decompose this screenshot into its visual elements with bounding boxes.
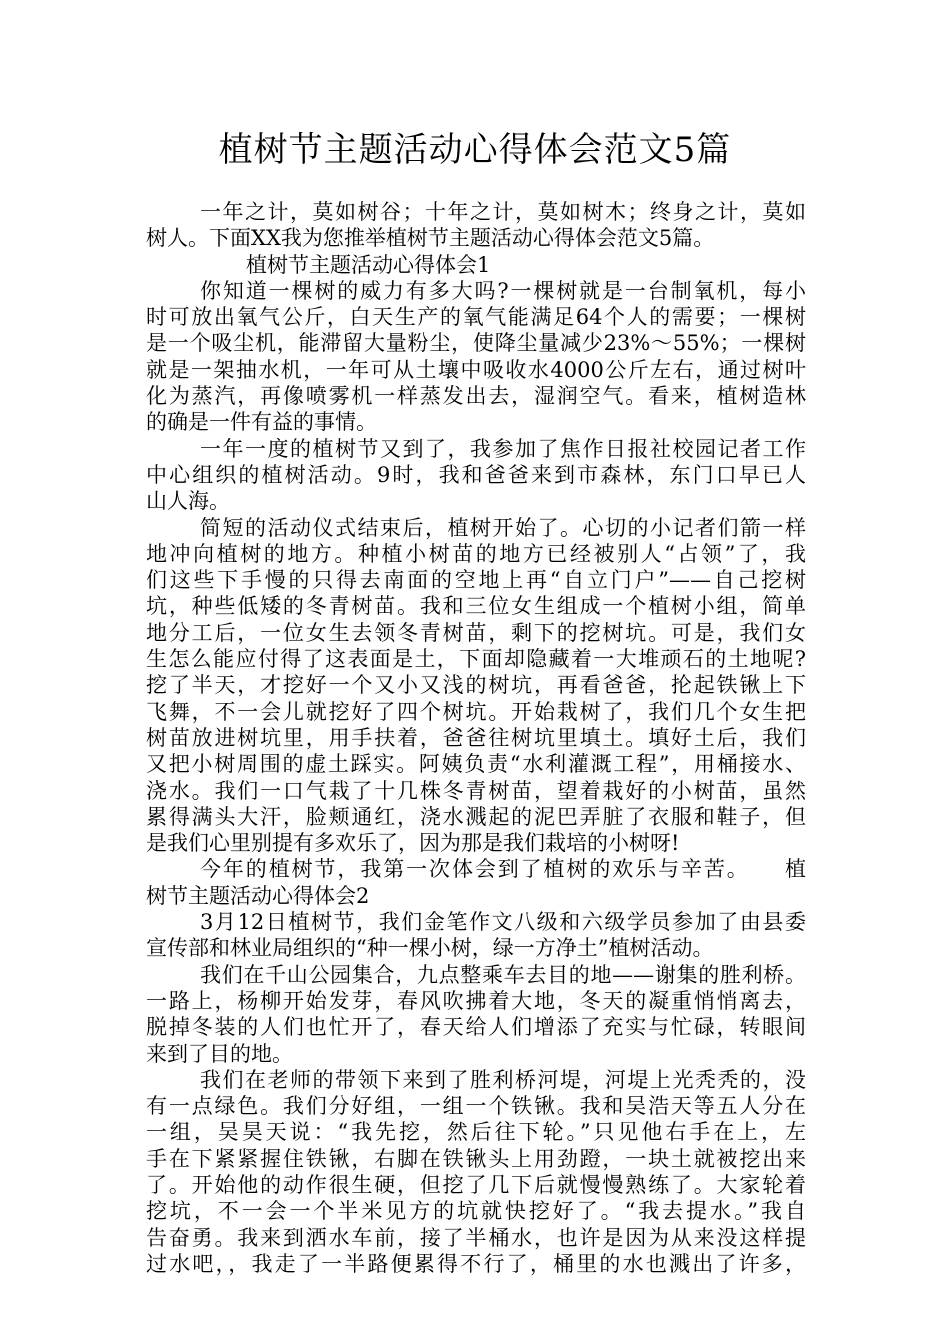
text-line: 是我们心里别提有多欢乐了，因为那是我们栽培的小树呀! [146, 831, 680, 856]
text-line: 我们在老师的带领下来到了胜利桥河堤，河堤上光秃秃的，没 [200, 1067, 806, 1092]
text-line: 挖坑，不一会一个半米见方的坑就快挖好了。“我去提水。”我自 [146, 1199, 806, 1224]
text-line: 手在下紧紧握住铁锹，右脚在铁锹头上用劲蹬，一块土就被挖出来 [146, 1146, 806, 1171]
text-line: 一组，吴昊天说：“我先挖，然后往下轮。”只见他右手在上，左 [146, 1120, 806, 1145]
document-body [146, 199, 806, 1277]
text-line: 生怎么能应付得了这表面是土，下面却隐藏着一大堆顽石的土地呢? [146, 647, 806, 672]
text-line: 时可放出氧气公斤，白天生产的氧气能满足64个人的需要；一棵树 [146, 305, 806, 330]
text-line: 你知道一棵树的威力有多大吗?一棵树就是一台制氧机，每小 [200, 278, 806, 303]
text-line: 来到了目的地。 [146, 1041, 293, 1066]
text-line: 树人。下面XX我为您推举植树节主题活动心得体会范文5篇。 [146, 226, 715, 251]
text-line: 一年之计，莫如树谷；十年之计，莫如树木；终身之计，莫如 [200, 200, 806, 224]
text-line: 坑，种些低矮的冬青树苗。我和三位女生组成一个植树小组，简单 [146, 594, 806, 619]
text-line: 中心组织的植树活动。9时，我和爸爸来到市森林，东门口早已人 [146, 462, 806, 487]
text-line: 树苗放进树坑里，用手扶着，爸爸往树坑里填土。填好土后，我们 [146, 725, 806, 750]
text-line: 的确是一件有益的事情。 [146, 410, 377, 435]
text-line: 又把小树周围的虚土踩实。阿姨负责“水利灌溉工程”，用桶接水、 [146, 752, 806, 777]
text-line: 了。开始他的动作很生硬，但挖了几下后就慢慢熟练了。大家轮着 [146, 1172, 806, 1197]
text-line: 简短的活动仪式结束后，植树开始了。心切的小记者们箭一样 [200, 515, 806, 540]
text-line: 树节主题活动心得体会2 [146, 883, 370, 908]
text-line: 3月12日植树节，我们金笔作文八级和六级学员参加了由县委 [200, 910, 806, 935]
text-line: 是一个吸尘机，能滞留大量粉尘，使降尘量减少23%～55%；一棵树 [146, 331, 806, 356]
text-line: 一年一度的植树节又到了，我参加了焦作日报社校园记者工作 [200, 436, 806, 461]
text-line: 飞舞，不一会儿就挖好了四个树坑。开始栽树了，我们几个女生把 [146, 699, 806, 724]
text-line: 过水吧，，我走了一半路便累得不行了，桶里的水也溅出了许多， [146, 1251, 806, 1276]
text-line: 植树节主题活动心得体会1 [246, 252, 491, 277]
text-line: 宣传部和林业局组织的“种一棵小树，绿一方净土”植树活动。 [146, 936, 714, 961]
document-title: 植树节主题活动心得体会范文5篇 [218, 130, 732, 170]
text-line: 们这些下手慢的只得去南面的空地上再“自立门户”——自己挖树 [146, 568, 806, 593]
text-line: 有一点绿色。我们分好组，一组一个铁锹。我和吴浩天等五人分在 [146, 1094, 806, 1119]
text-line: 化为蒸汽，再像喷雾机一样蒸发出去，湿润空气。看来，植树造林 [146, 384, 806, 409]
text-line: 累得满头大汗，脸颊通红，浇水溅起的泥巴弄脏了衣服和鞋子，但 [146, 804, 806, 829]
text-line: 今年的植树节，我第一次体会到了植树的欢乐与辛苦。 植 [200, 857, 806, 882]
text-line: 地分工后，一位女生去领冬青树苗，剩下的挖树坑。可是，我们女 [146, 620, 806, 645]
text-line: 浇水。我们一口气栽了十几株冬青树苗，望着栽好的小树苗，虽然 [146, 778, 806, 803]
text-line: 山人海。 [146, 489, 230, 514]
text-line: 一路上，杨柳开始发芽，春风吹拂着大地，冬天的凝重悄悄离去， [146, 988, 806, 1013]
text-line: 就是一架抽水机，一年可从土壤中吸收水4000公斤左右，通过树叶 [146, 357, 806, 382]
text-line: 挖了半天，才挖好一个又小又浅的树坑，再看爸爸，抡起铁锹上下 [146, 673, 806, 698]
text-line: 脱掉冬装的人们也忙开了，春天给人们增添了充实与忙碌，转眼间 [146, 1015, 806, 1040]
text-line: 告奋勇。我来到洒水车前，接了半桶水，也许是因为从来没这样提 [146, 1225, 806, 1250]
text-line: 地冲向植树的地方。种植小树苗的地方已经被别人“占领”了，我 [146, 541, 806, 566]
text-line: 我们在千山公园集合，九点整乘车去目的地——谢集的胜利桥。 [200, 962, 806, 987]
